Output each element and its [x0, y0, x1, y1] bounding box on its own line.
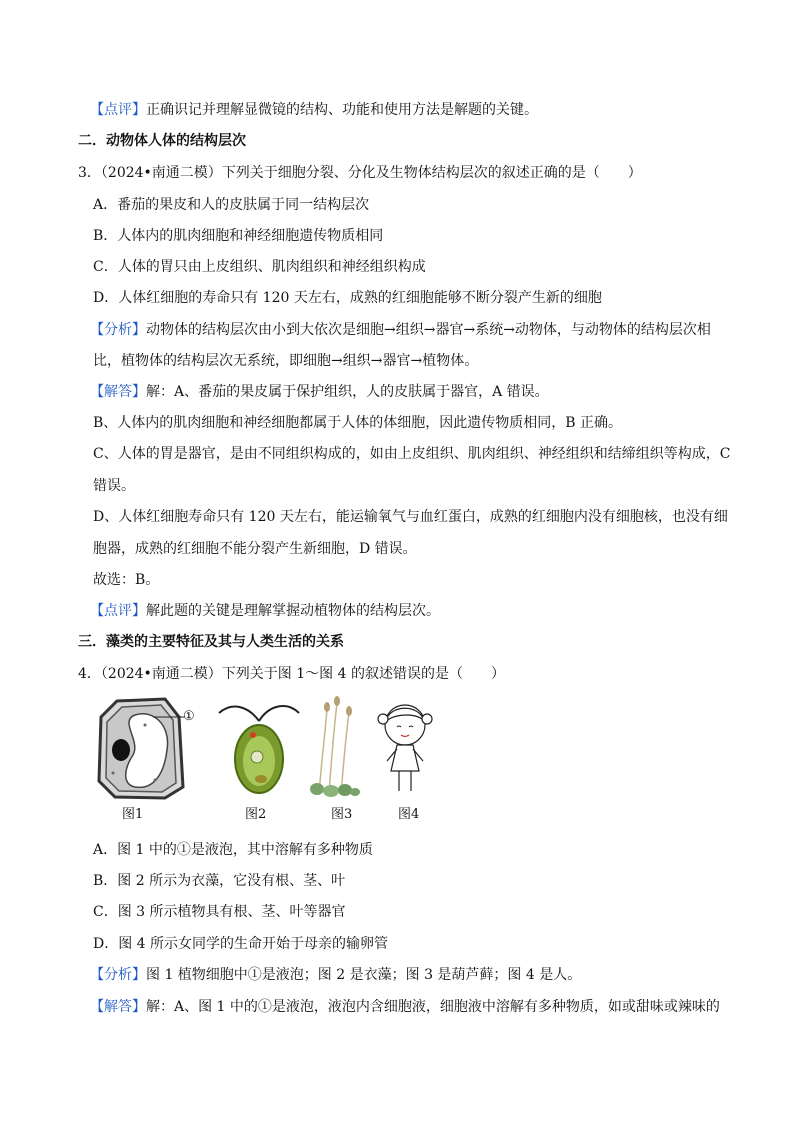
text-line — [93, 226, 383, 246]
text-line — [93, 288, 602, 308]
text-line — [93, 444, 730, 464]
section-tag: 【分析】 — [90, 967, 146, 983]
text-line — [78, 131, 246, 151]
text-span: 胞器，成熟的红细胞不能分裂产生新细胞，D 错误。 — [93, 541, 417, 557]
text-line — [93, 507, 728, 527]
text-span: 图 1 植物细胞中①是液泡；图 2 是衣藻；图 3 是葫芦藓；图 4 是人。 — [146, 967, 582, 983]
text-line — [90, 100, 538, 120]
text-span: 比，植物体的结构层次无系统，即细胞→组织→器官→植物体。 — [93, 353, 479, 369]
text-line — [93, 840, 373, 860]
section-heading: 三．藻类的主要特征及其与人类生活的关系 — [78, 634, 344, 650]
text-line — [93, 257, 426, 277]
text-span: 3．（2024•南通二模）下列关于细胞分裂、分化及生物体结构层次的叙述正确的是（ ） — [78, 165, 642, 181]
text-line — [93, 871, 345, 891]
figure-3-caption: 图3 — [331, 807, 353, 822]
moss-figure — [307, 695, 363, 799]
figure-group — [95, 695, 435, 825]
text-line — [90, 601, 440, 621]
figure-2-caption: 图2 — [245, 807, 267, 822]
text-span: 故选：B。 — [93, 572, 160, 588]
text-line — [90, 382, 549, 402]
section-heading: 二．动物体人体的结构层次 — [78, 133, 246, 149]
section-tag: 【点评】 — [90, 102, 146, 118]
text-line — [90, 997, 720, 1017]
text-line — [93, 413, 622, 433]
text-span: 解：A、番茄的果皮属于保护组织，人的皮肤属于器官，A 错误。 — [146, 384, 549, 400]
chlamydomonas-figure — [213, 699, 305, 797]
text-line — [90, 965, 581, 985]
text-span: C．图 3 所示植物具有根、茎、叶等器官 — [93, 904, 346, 920]
text-line — [93, 902, 346, 922]
figure-1-caption: 图1 — [122, 807, 144, 822]
text-line — [93, 539, 417, 559]
text-span: B．图 2 所示为衣藻，它没有根、茎、叶 — [93, 873, 346, 889]
text-line — [93, 934, 388, 954]
section-tag: 【点评】 — [90, 603, 146, 619]
text-line — [78, 664, 505, 684]
text-span: C、人体的胃是器官，是由不同组织构成的，如由上皮组织、肌肉组织、神经组织和结缔组织等构成，C — [93, 446, 731, 462]
text-span: B．人体内的肌肉细胞和神经细胞遗传物质相同 — [93, 228, 384, 244]
text-span: D．图 4 所示女同学的生命开始于母亲的输卵管 — [93, 936, 389, 952]
text-span: 解此题的关键是理解掌握动植物体的结构层次。 — [146, 603, 440, 619]
text-span: 错误。 — [93, 478, 135, 494]
text-span: C．人体的胃只由上皮组织、肌肉组织和神经组织构成 — [93, 259, 426, 275]
text-span: 正确识记并理解显微镜的结构、功能和使用方法是解题的关键。 — [146, 102, 538, 118]
figure-4-caption: 图4 — [398, 807, 420, 822]
text-line — [93, 476, 135, 496]
figure-1-marker: ① — [183, 709, 195, 724]
text-span: D．人体红细胞的寿命只有 120 天左右，成熟的红细胞能够不断分裂产生新的细胞 — [93, 290, 602, 306]
text-line — [93, 195, 369, 215]
girl-figure — [375, 699, 435, 799]
text-span: A．番茄的果皮和人的皮肤属于同一结构层次 — [93, 197, 370, 213]
text-line — [90, 320, 711, 340]
text-span: D、人体红细胞寿命只有 120 天左右，能运输氧气与血红蛋白，成熟的红细胞内没有细胞核，也没有细 — [93, 509, 728, 525]
section-tag: 【解答】 — [90, 999, 146, 1015]
text-line — [93, 570, 159, 590]
section-tag: 【分析】 — [90, 322, 146, 338]
text-span: B、人体内的肌肉细胞和神经细胞都属于人体的体细胞，因此遗传物质相同，B 正确。 — [93, 415, 623, 431]
text-span: 解：A、图 1 中的①是液泡，液泡内含细胞液，细胞液中溶解有多种物质，如或甜味或辣味的 — [146, 999, 720, 1015]
text-span: 4．（2024•南通二模）下列关于图 1～图 4 的叙述错误的是（ ） — [78, 666, 505, 682]
section-tag: 【解答】 — [90, 384, 146, 400]
text-line — [93, 351, 478, 371]
text-span: A．图 1 中的①是液泡，其中溶解有多种物质 — [93, 842, 373, 858]
text-span: 动物体的结构层次由小到大依次是细胞→组织→器官→系统→动物体，与动物体的结构层次相 — [146, 322, 711, 338]
text-line — [78, 163, 642, 183]
text-line — [78, 632, 344, 652]
